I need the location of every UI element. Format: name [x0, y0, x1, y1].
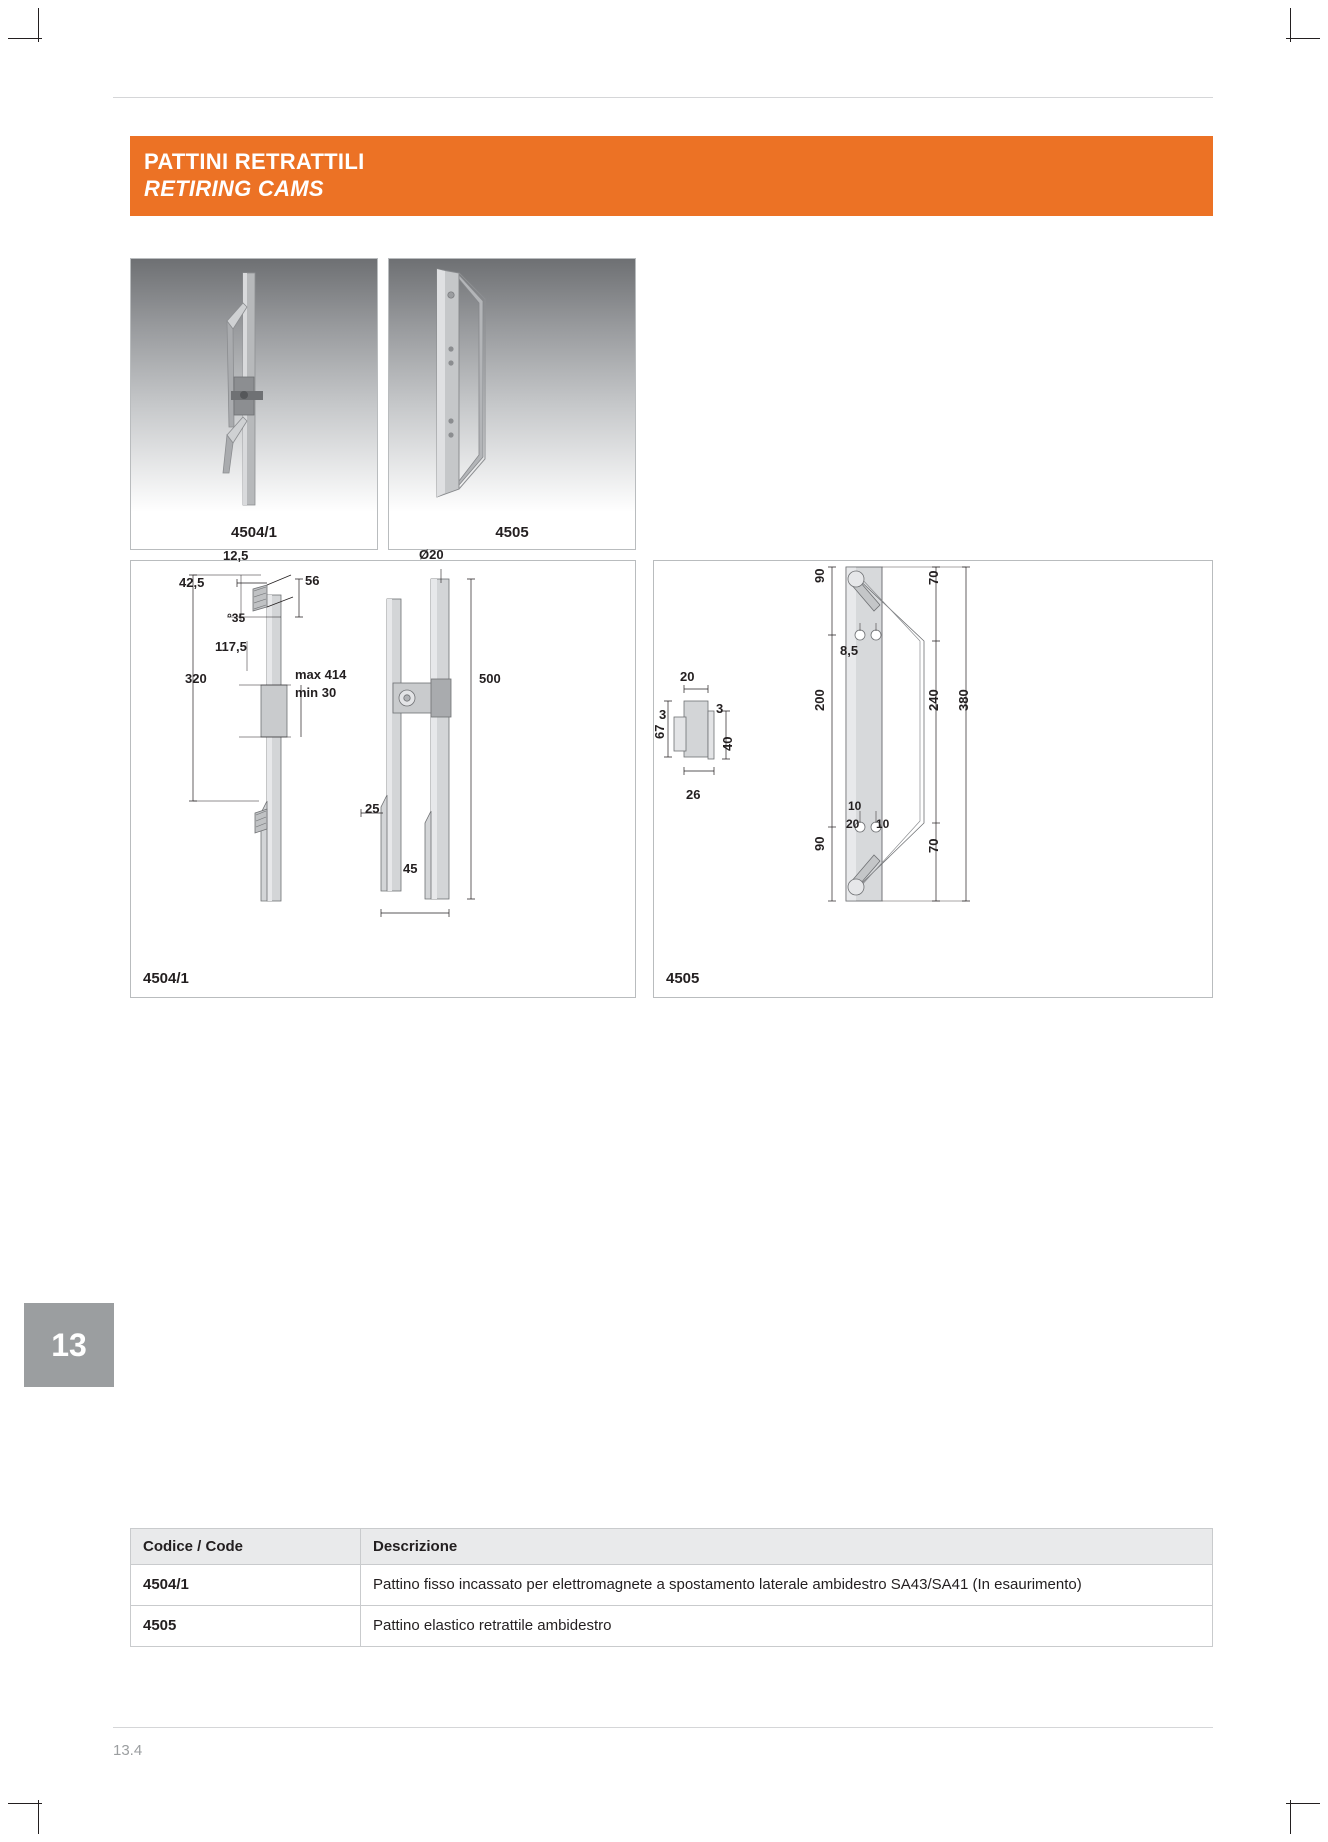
photo-4505	[388, 258, 636, 550]
crop-mark-top-left-v	[38, 8, 39, 42]
product-image-4504-1	[131, 259, 377, 512]
dimension-90-top: 90	[812, 568, 827, 583]
crop-mark-top-right-h	[1286, 38, 1320, 39]
drawing-label-4504-1: 4504/1	[143, 970, 189, 987]
table-row	[131, 1606, 1212, 1647]
dimension-56: 56	[305, 573, 320, 588]
crop-mark-top-left-h	[8, 38, 42, 39]
table-row	[131, 1565, 1212, 1606]
dimension-25: 25	[365, 801, 380, 816]
crop-mark-bottom-left-h	[8, 1803, 42, 1804]
table-header-code: Codice / Code	[131, 1529, 361, 1565]
header-divider	[113, 97, 1213, 98]
dimension-70-bottom: 70	[926, 838, 941, 853]
table-cell-code: 4504/1	[131, 1565, 361, 1606]
technical-drawing-4505	[653, 560, 1213, 998]
drawing-svg-4505	[654, 561, 1212, 997]
drawing-label-4505: 4505	[666, 970, 700, 987]
dimension-12-5: 12,5	[223, 548, 249, 563]
dimension-20-bottom: 20	[846, 817, 860, 831]
dimension-117-5: 117,5	[215, 639, 247, 654]
photo-caption-4504-1: 4504/1	[231, 524, 277, 541]
photo-caption-4505: 4505	[495, 524, 529, 541]
dimension-3-right: 3	[716, 701, 724, 716]
product-image-4505	[389, 259, 635, 512]
table-header-description: Descrizione	[361, 1529, 1213, 1565]
dimension-320: 320	[185, 671, 207, 686]
dimension-200: 200	[812, 689, 827, 711]
crop-mark-bottom-right-v	[1290, 1800, 1291, 1834]
dimension-3-left: 3	[659, 707, 667, 722]
photo-4504-1	[130, 258, 378, 550]
page-title-band	[130, 136, 1213, 216]
page-folio: 13.4	[113, 1742, 143, 1759]
dimension-42-5: 42,5	[179, 575, 205, 590]
dimension-380: 380	[956, 689, 971, 711]
crop-mark-bottom-right-h	[1286, 1803, 1320, 1804]
dimension-angle-35: °35	[227, 611, 246, 625]
table-header-row	[131, 1529, 1212, 1565]
dimension-70-top: 70	[926, 570, 941, 585]
page-title-english: RETIRING CAMS	[144, 176, 324, 201]
footer-divider	[113, 1727, 1213, 1728]
dimension-20: 20	[680, 669, 695, 684]
technical-drawing-4504-1	[130, 547, 636, 998]
chapter-number-tab: 13	[24, 1303, 114, 1387]
dimension-diameter-20: Ø20	[419, 547, 444, 562]
dimension-67: 67	[652, 724, 667, 739]
dimension-min-30: min 30	[295, 685, 337, 700]
dimension-10-top: 10	[848, 799, 862, 813]
dimension-8-5: 8,5	[840, 643, 859, 658]
crop-mark-top-right-v	[1290, 8, 1291, 42]
product-table	[130, 1528, 1213, 1647]
table-cell-code: 4505	[131, 1606, 361, 1647]
page-title-italian: PATTINI RETRATTILI	[144, 149, 365, 174]
dimension-500: 500	[479, 671, 501, 686]
dimension-45: 45	[403, 861, 418, 876]
dimension-26: 26	[686, 787, 701, 802]
dimension-10-right: 10	[876, 817, 890, 831]
drawing-svg-4504-1	[131, 561, 635, 997]
crop-mark-bottom-left-v	[38, 1800, 39, 1834]
table-cell-description: Pattino fisso incassato per elettromagnete a spostamento laterale ambidestro SA43/SA41 (In esaurimento)	[361, 1565, 1213, 1606]
dimension-40: 40	[720, 736, 735, 751]
dimension-max-414: max 414	[295, 667, 347, 682]
dimension-90-bottom: 90	[812, 836, 827, 851]
table-cell-description: Pattino elastico retrattile ambidestro	[373, 1617, 612, 1634]
dimension-240: 240	[926, 689, 941, 711]
